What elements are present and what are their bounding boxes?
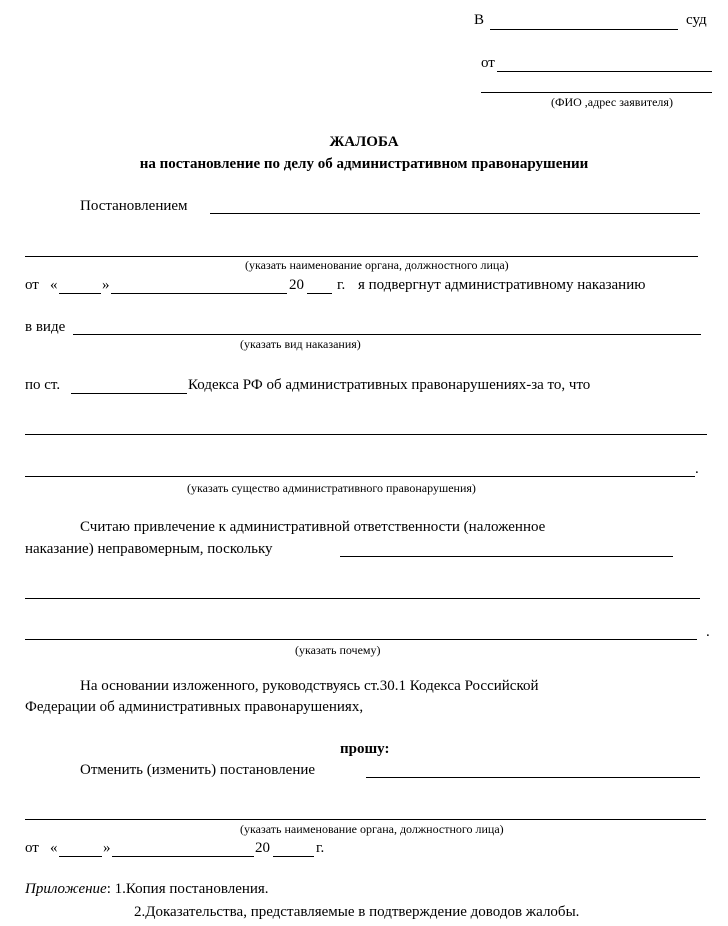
applicant-name-blank[interactable] [497, 71, 712, 72]
reason-end-dot: . [706, 624, 710, 640]
from-label: от [481, 55, 495, 71]
penalty-kind-blank[interactable] [73, 334, 701, 335]
ruling-month-blank[interactable] [111, 293, 287, 294]
ruling-authority-caption: (указать наименование органа, должностного лица) [245, 258, 509, 272]
request-quote-open: « [50, 840, 58, 856]
applicant-caption: (ФИО ,адрес заявителя) [551, 95, 673, 109]
reason-blank-1[interactable] [340, 556, 673, 557]
ruling-authority-blank[interactable] [25, 256, 698, 257]
court-name-blank[interactable] [490, 29, 678, 30]
offense-blank-1[interactable] [25, 434, 707, 435]
document-title: ЖАЛОБА [329, 134, 399, 150]
reason-line-2: наказание) неправомерным, поскольку [25, 541, 273, 557]
basis-line-1: На основании изложенного, руководствуясь ст.30.1 Кодекса Российской [80, 678, 539, 694]
request-authority-blank[interactable] [25, 819, 706, 820]
attachment-item-2: 2.Доказательства, представляемые в подтверждение доводов жалобы. [134, 904, 580, 920]
article-number-blank[interactable] [71, 393, 187, 394]
attachments-colon: : [106, 881, 111, 897]
request-blank-1[interactable] [366, 777, 700, 778]
ruling-day-blank[interactable] [59, 293, 101, 294]
court-suffix: суд [686, 12, 707, 28]
attachments-line-1 [25, 880, 269, 898]
offense-caption: (указать существо административного правонарушения) [187, 481, 476, 495]
ruling-year-suffix: г. [337, 277, 346, 293]
document-subtitle: на постановление по делу об административном правонарушении [139, 156, 589, 172]
court-prefix: В [474, 12, 485, 28]
ruling-label: Постановлением [80, 198, 188, 214]
ruling-quote-open: « [50, 277, 58, 293]
reason-caption: (указать почему) [295, 643, 381, 657]
applicant-address-blank[interactable] [481, 92, 712, 93]
request-year-suffix: г. [316, 840, 325, 856]
request-heading: прошу: [340, 741, 390, 757]
ruling-year-prefix: 20 [289, 277, 304, 293]
request-month-blank[interactable] [112, 856, 254, 857]
basis-line-2: Федерации об административных правонарушениях, [25, 699, 364, 715]
offense-end-dot: . [695, 461, 699, 477]
ruling-penalty-text: я подвергнут административному наказанию [358, 277, 646, 293]
request-authority-caption: (указать наименование органа, должностного лица) [240, 822, 504, 836]
reason-blank-3[interactable] [25, 639, 697, 640]
request-date-from: от [25, 840, 39, 856]
request-label: Отменить (изменить) постановление [80, 762, 316, 778]
penalty-kind-label: в виде [25, 319, 66, 335]
reason-line-1: Считаю привлечение к административной ответственности (наложенное [80, 519, 546, 535]
article-label: по ст. [25, 377, 61, 393]
request-quote-close: » [103, 840, 111, 856]
penalty-kind-caption: (указать вид наказания) [240, 337, 361, 351]
request-year-blank[interactable] [273, 856, 314, 857]
offense-blank-2[interactable] [25, 476, 695, 477]
ruling-blank[interactable] [210, 213, 700, 214]
attachments-label: Приложение [25, 881, 107, 897]
ruling-quote-close: » [102, 277, 110, 293]
request-year-prefix: 20 [255, 840, 270, 856]
ruling-year-blank[interactable] [307, 293, 332, 294]
article-text: Кодекса РФ об административных правонарушениях-за то, что [188, 377, 591, 393]
attachment-item-1: 1.Копия постановления. [114, 881, 269, 897]
request-day-blank[interactable] [59, 856, 102, 857]
reason-blank-2[interactable] [25, 598, 700, 599]
ruling-date-from: от [25, 277, 39, 293]
